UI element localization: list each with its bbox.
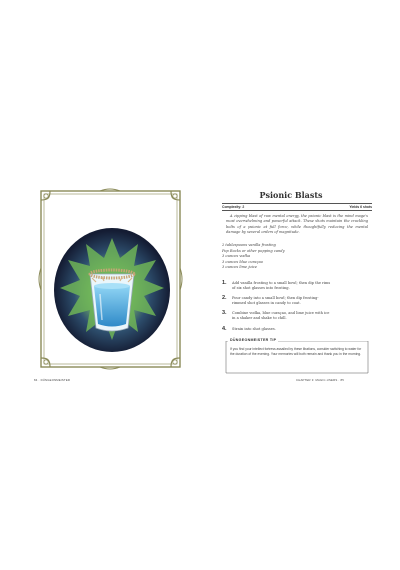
ingredient-item: 3 ounces blue curaçao [222, 259, 263, 264]
tip-box [224, 338, 370, 374]
tip-title: DÜNGEONMEISTER TIP [230, 338, 277, 342]
recipe-intro: A zipping blast of raw mental energy, the psionic blast is the mind mage's most overwhelming and powerful attack. These shots maintain the crackling bolts of a psionic at full force, while thoughtfully reducing the mental damage by several orders of magnitude. [226, 214, 368, 235]
step-text: Combine vodka, blue curaçao, and lime juice with ice in a shaker and shake to chill. [232, 311, 330, 321]
tip-text: If you find your intellect fortress assailed by these libations, consider switching to water for the duration of the evening. Your memories will both remain and thank you in the morning. [230, 347, 362, 356]
ingredient-item: 3 ounces vodka [222, 254, 251, 258]
recipe-title: Psionic Blasts [259, 190, 323, 200]
step-number: 1. [222, 280, 227, 286]
shot-glass [90, 270, 134, 331]
divider [222, 203, 372, 204]
right-page-footer: CHAPTER 3: MAGIC-USERS · 85 [296, 378, 344, 382]
psionic-shot-illustration [52, 224, 172, 354]
divider [222, 210, 372, 211]
step-number: 3. [222, 310, 227, 316]
ingredient-item: Pop Rocks or other popping candy [222, 248, 285, 253]
step-number: 2. [222, 295, 227, 301]
step-number: 4. [222, 326, 227, 332]
book-spread [0, 184, 400, 384]
left-page-footer: 84 · DÜNGEONMEISTER [34, 378, 71, 382]
ingredient-list [222, 243, 372, 271]
ingredient-item: 3 ounces lime juice [222, 265, 258, 269]
step-text: Strain into shot glasses. [232, 327, 276, 331]
step-text: Pour candy into a small bowl; then dip frosting-rimmed shot glasses in candy to coat. [232, 296, 319, 306]
complexity-label: Complexity: 2 [222, 205, 245, 209]
step-text: Add vanilla frosting to a small bowl; then dip the rims of six shot glasses into frosting. [232, 281, 331, 291]
ingredient-item: 2 tablespoons vanilla frosting [222, 243, 276, 247]
yield-label: Yields 6 shots [349, 205, 372, 209]
